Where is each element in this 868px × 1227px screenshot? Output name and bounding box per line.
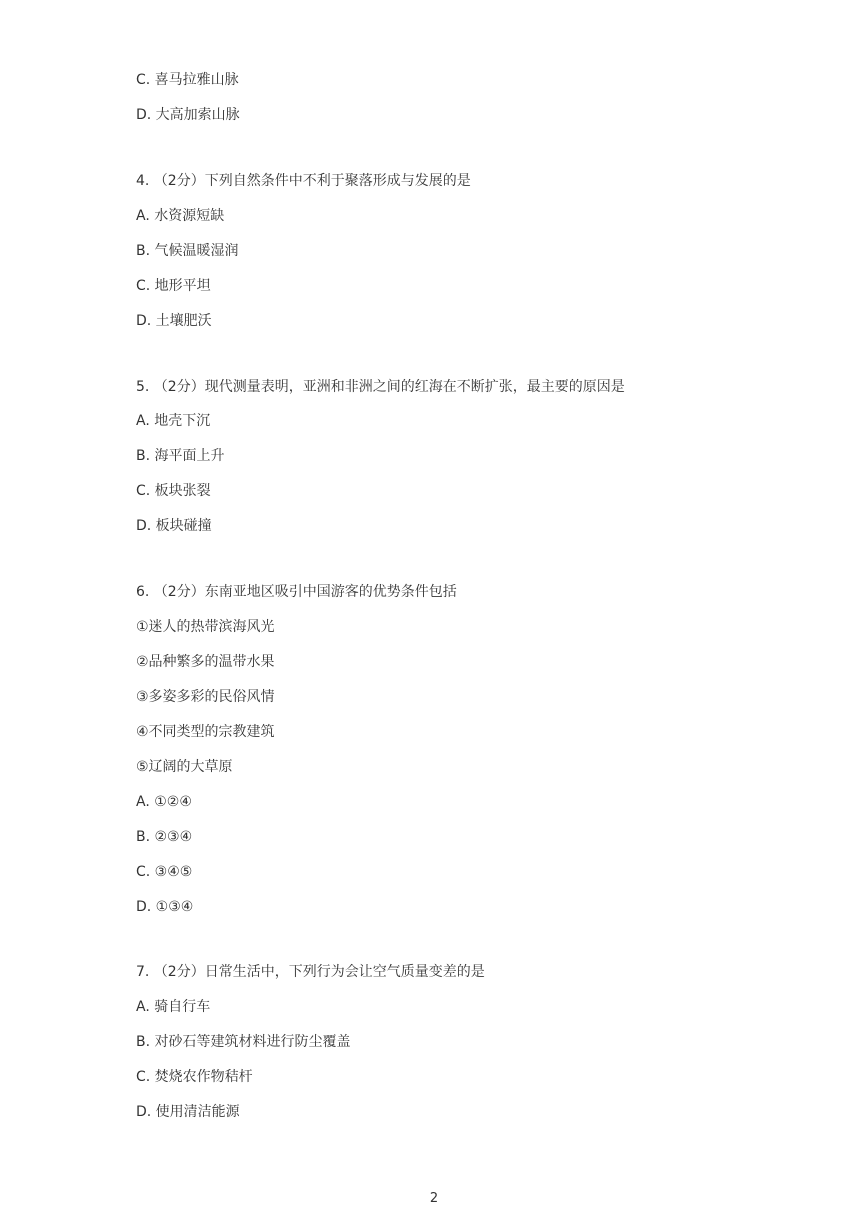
- statement-5: ⑤辽阔的大草原: [136, 759, 233, 775]
- option-d: D. ①③④: [136, 899, 194, 915]
- statement-3: ③多姿多彩的民俗风情: [136, 689, 275, 705]
- option-3c: C. 喜马拉雅山脉: [136, 72, 239, 88]
- option-a: A. 水资源短缺: [136, 208, 225, 224]
- question-stem: 6. （2分）东南亚地区吸引中国游客的优势条件包括: [136, 584, 457, 600]
- option-a: A. ①②④: [136, 794, 192, 810]
- option-b: B. 海平面上升: [136, 448, 225, 464]
- option-a: A. 地壳下沉: [136, 413, 211, 429]
- option-c: C. ③④⑤: [136, 864, 193, 880]
- question-stem: 7. （2分）日常生活中，下列行为会让空气质量变差的是: [136, 964, 485, 980]
- statement-1: ①迷人的热带滨海风光: [136, 619, 275, 635]
- option-d: D. 使用清洁能源: [136, 1104, 240, 1120]
- option-c: C. 焚烧农作物秸杆: [136, 1069, 253, 1085]
- question-stem: 4. （2分）下列自然条件中不利于聚落形成与发展的是: [136, 173, 471, 189]
- statement-4: ④不同类型的宗教建筑: [136, 724, 275, 740]
- option-b: B. 气候温暖湿润: [136, 243, 239, 259]
- option-c: C. 板块张裂: [136, 483, 211, 499]
- option-b: B. ②③④: [136, 829, 193, 845]
- option-c: C. 地形平坦: [136, 278, 211, 294]
- option-d: D. 土壤肥沃: [136, 313, 212, 329]
- option-b: B. 对砂石等建筑材料进行防尘覆盖: [136, 1034, 351, 1050]
- option-3d: D. 大高加索山脉: [136, 107, 240, 123]
- page-number: 2: [429, 1191, 439, 1206]
- option-a: A. 骑自行车: [136, 999, 211, 1015]
- question-stem: 5. （2分）现代测量表明，亚洲和非洲之间的红海在不断扩张，最主要的原因是: [136, 379, 625, 395]
- option-d: D. 板块碰撞: [136, 518, 212, 534]
- statement-2: ②品种繁多的温带水果: [136, 654, 275, 670]
